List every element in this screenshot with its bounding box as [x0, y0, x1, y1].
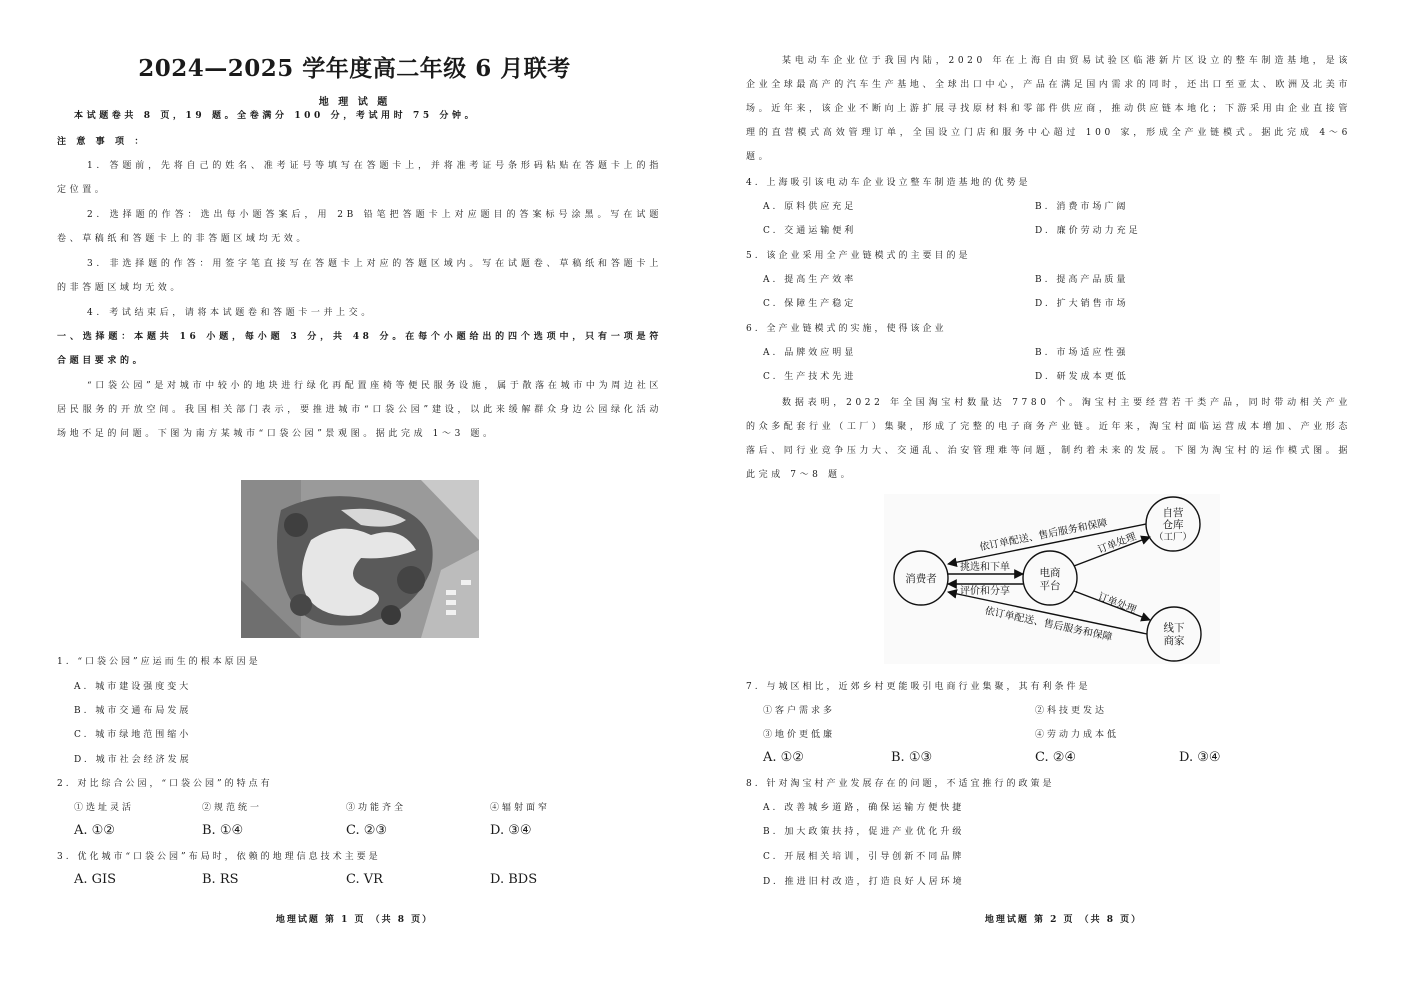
question-7-answer-d[interactable]: D. ③④: [1179, 750, 1221, 765]
question-1-option-c[interactable]: C. 城市绿地范围缩小: [74, 730, 192, 740]
question-4-option-c[interactable]: C. 交通运输便利: [763, 226, 857, 236]
passage-taobao-village: 数据表明，2022 年全国淘宝村数量达 7780 个。淘宝村主要经营若干类产品，同时带动相关产业的众多配套行业（工厂）集聚，形成了完整的电子商务产业链。近年来，淘宝村面临运营成本增加、产业形态落后、同行业竞争压力大、交通乱、治安管理难等问题，制约着未来的发展。下图为淘宝村的运作模式图。据此完成 7～8 题。: [746, 398, 1351, 480]
node-warehouse-label-2: 仓库: [1162, 519, 1184, 531]
exam-page-2: [709, 0, 1418, 983]
notice-2: 2. 选择题的作答：选出每小题答案后，用 2B 铅笔把答题卡上对应题目的答案标号涂黑。写在试题卷、草稿纸和答题卡上的非答题区域均无效。: [57, 210, 662, 244]
question-8-option-d[interactable]: D. 推进旧村改造，打造良好人居环境: [763, 877, 965, 887]
question-4-option-d[interactable]: D. 廉价劳动力充足: [1035, 226, 1141, 236]
node-consumer-label: 消费者: [905, 573, 937, 585]
passage-ev-company: 某电动车企业位于我国内陆，2020 年在上海自由贸易试验区临港新片区设立的整车制造基地，是该企业全球最高产的汽车生产基地、全球出口中心，产品在满足国内需求的同时，还出口至亚太、欧洲及北美市场。近年来，该企业不断向上游扩展寻找原材料和零部件供应商，推动供应链本地化；下游采用由企业直接管理的直营模式高效管理订单，全国设立门店和服务中心超过 100 家，形成全产业链模式。据此完成 4～6 题。: [746, 56, 1351, 162]
question-3-stem: 3. 优化城市“口袋公园”布局时，依赖的地理信息技术主要是: [57, 852, 381, 862]
question-2-item-3: ③功能齐全: [346, 803, 407, 813]
question-7-item-2: ②科技更发达: [1035, 706, 1108, 716]
edge-order-label-1: 订单处理: [1096, 531, 1138, 556]
question-6-option-c[interactable]: C. 生产技术先进: [763, 372, 857, 382]
exam-title: 2024—2025 学年度高二年级 6 月联考: [138, 55, 571, 82]
question-2-item-2: ②规范统一: [202, 803, 263, 813]
page-1-footer: 地理试题 第 1 页 （共 8 页）: [275, 915, 434, 925]
question-5-option-b[interactable]: B. 提高产品质量: [1035, 275, 1129, 285]
question-4-option-a[interactable]: A. 原料供应充足: [763, 202, 857, 212]
question-7-answer-a[interactable]: A. ①②: [763, 750, 804, 765]
question-5-option-a[interactable]: A. 提高生产效率: [763, 275, 857, 285]
question-7-item-1: ①客户需求多: [763, 706, 836, 716]
question-3-answer-b[interactable]: B. RS: [202, 872, 239, 887]
node-offline-label-1: 线下: [1163, 622, 1185, 634]
question-1-option-b[interactable]: B. 城市交通布局发展: [74, 706, 192, 716]
question-5-option-d[interactable]: D. 扩大销售市场: [1035, 299, 1129, 309]
question-4-option-b[interactable]: B. 消费市场广阔: [1035, 202, 1129, 212]
notice-1: 1. 答题前，先将自己的姓名、准考证号等填写在答题卡上，并将准考证号条形码粘贴在答题卡上的指定位置。: [57, 161, 662, 195]
question-7-answer-b[interactable]: B. ①③: [891, 750, 933, 765]
question-3-answer-d[interactable]: D. BDS: [490, 872, 538, 887]
notice-heading: 注 意 事 项 ：: [57, 137, 147, 147]
question-8-stem: 8. 针对淘宝村产业发展存在的问题，不适宜推行的政策是: [746, 779, 1055, 789]
exam-subject: 地 理 试 题: [318, 97, 391, 108]
question-2-answer-a[interactable]: A. ①②: [74, 823, 115, 838]
question-6-option-b[interactable]: B. 市场适应性强: [1035, 348, 1129, 358]
question-4-stem: 4. 上海吸引该电动车企业设立整车制造基地的优势是: [746, 178, 1031, 188]
notice-4: 4. 考试结束后，请将本试题卷和答题卡一并上交。: [87, 308, 374, 318]
passage-pocket-park: “口袋公园”是对城市中较小的地块进行绿化再配置座椅等便民服务设施，属于散落在城市中为周边社区居民服务的开放空间。我国相关部门表示，要推进城市“口袋公园”建设，以此来缓解群众身边公园绿化活动场地不足的问题。下图为南方某城市“口袋公园”景观图。据此完成 1～3 题。: [57, 381, 662, 439]
node-warehouse-label-3: （工厂）: [1153, 532, 1193, 543]
question-5-option-c[interactable]: C. 保障生产稳定: [763, 299, 857, 309]
edge-select-label: 挑选和下单: [960, 562, 1010, 573]
question-1-option-d[interactable]: D. 城市社会经济发展: [74, 755, 192, 765]
node-warehouse-label-1: 自营: [1162, 507, 1184, 519]
taobao-village-flow-diagram: [884, 494, 1220, 664]
question-3-answer-a[interactable]: A. GIS: [74, 872, 117, 887]
question-2-item-4: ④辐射面窄: [490, 803, 551, 813]
question-8-option-c[interactable]: C. 开展相关培训，引导创新不同品牌: [763, 852, 965, 862]
question-1-stem: 1. “口袋公园”应运而生的根本原因是: [57, 657, 261, 667]
node-platform-label-1: 电商: [1039, 567, 1061, 579]
question-6-option-a[interactable]: A. 品牌效应明显: [763, 348, 857, 358]
question-2-answer-b[interactable]: B. ①④: [202, 823, 244, 838]
question-5-stem: 5. 该企业采用全产业链模式的主要目的是: [746, 251, 971, 261]
question-7-item-3: ③地价更低廉: [763, 730, 836, 740]
page-2-footer: 地理试题 第 2 页 （共 8 页）: [984, 915, 1143, 925]
question-8-option-b[interactable]: B. 加大政策扶持，促进产业优化升级: [763, 827, 965, 837]
question-6-stem: 6. 全产业链模式的实施，使得该企业: [746, 324, 947, 334]
edge-bottom-label: 依订单配送、售后服务和保障: [983, 605, 1114, 644]
node-platform-label-2: 平台: [1039, 580, 1061, 592]
notice-3: 3. 非选择题的作答：用签字笔直接写在答题卡上对应的答题区域内。写在试题卷、草稿纸和答题卡上的非答题区域均无效。: [57, 259, 662, 293]
question-7-item-4: ④劳动力成本低: [1035, 730, 1120, 740]
edge-order-label-2: 订单处理: [1096, 591, 1138, 616]
question-2-stem: 2. 对比综合公园，“口袋公园”的特点有: [57, 779, 273, 789]
pocket-park-photo: [241, 480, 479, 638]
question-8-option-a[interactable]: A. 改善城乡道路，确保运输方便快捷: [763, 803, 965, 813]
question-7-stem: 7. 与城区相比，近郊乡村更能吸引电商行业集聚，其有利条件是: [746, 682, 1091, 692]
exam-info: 本试题卷共 8 页，19 题。全卷满分 100 分，考试用时 75 分钟。: [74, 111, 478, 121]
edge-review-label: 评价和分享: [960, 586, 1010, 597]
question-6-option-d[interactable]: D. 研发成本更低: [1035, 372, 1129, 382]
question-7-answer-c[interactable]: C. ②④: [1035, 750, 1077, 765]
question-2-answer-d[interactable]: D. ③④: [490, 823, 532, 838]
question-3-answer-c[interactable]: C. VR: [346, 872, 383, 887]
question-2-answer-c[interactable]: C. ②③: [346, 823, 388, 838]
question-2-item-1: ①选址灵活: [74, 803, 135, 813]
question-1-option-a[interactable]: A. 城市建设强度变大: [74, 682, 192, 692]
node-offline-label-2: 商家: [1163, 635, 1185, 647]
edge-top-label: 依订单配送、售后服务和保障: [978, 517, 1109, 554]
section-heading: 一、选择题：本题共 16 小题，每小题 3 分，共 48 分。在每个小题给出的四个选项中，只有一项是符合题目要求的。: [57, 332, 662, 366]
